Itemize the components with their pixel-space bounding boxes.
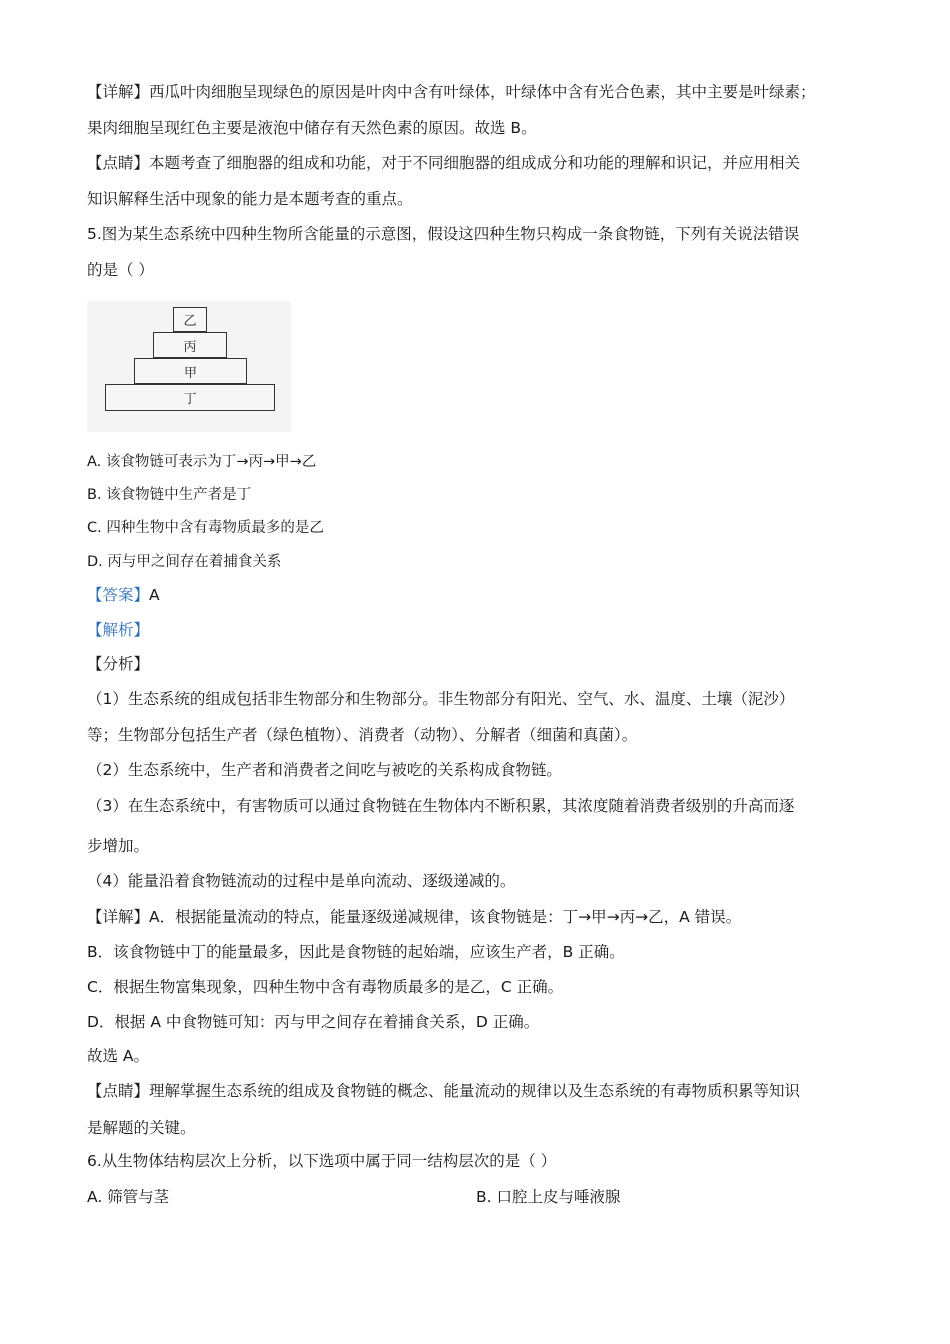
option-a: A. 该食物链可表示为丁→丙→甲→乙: [87, 454, 317, 470]
pyramid-layer-top: 乙: [173, 307, 207, 332]
comment-line: 知识解释生活中现象的能力是本题考查的重点。: [87, 190, 413, 208]
pyramid-layer-base: 丁: [105, 384, 275, 411]
tip-line: 是解题的关键。: [87, 1119, 196, 1137]
comment-line: 【点睛】本题考查了细胞器的组成和功能，对于不同细胞器的组成成分和功能的理解和识记，并应用相关: [87, 154, 801, 172]
answer-line: [87, 585, 160, 605]
analysis-head: 【分析】: [87, 655, 150, 673]
option-d: D. 丙与甲之间存在着捕食关系: [87, 554, 282, 570]
question-6-stem: 6.从生物体结构层次上分析，以下选项中属于同一结构层次的是（ ）: [87, 1152, 557, 1170]
question-5-stem: 的是（ ）: [87, 261, 154, 279]
detail-line: D．根据 A 中食物链可知：丙与甲之间存在着捕食关系，D 正确。: [87, 1013, 540, 1031]
detail-line: B．该食物链中丁的能量最多，因此是食物链的起始端，应该生产者，B 正确。: [87, 943, 625, 961]
pyramid-layer-second: 丙: [153, 332, 227, 358]
analysis-label: 【解析】: [87, 621, 150, 639]
analysis-line: （3）在生态系统中，有害物质可以通过食物链在生物体内不断积累，其浓度随着消费者级别的升高而逐: [87, 797, 795, 815]
explanation-line: 【详解】西瓜叶肉细胞呈现绿色的原因是叶肉中含有叶绿体，叶绿体中含有光合色素，其中主要是叶绿素；: [87, 83, 816, 101]
detail-line: 【详解】A．根据能量流动的特点，能量逐级递减规律，该食物链是：丁→甲→丙→乙，A 错误。: [87, 908, 742, 926]
analysis-line: （2）生态系统中，生产者和消费者之间吃与被吃的关系构成食物链。: [87, 761, 562, 779]
analysis-line: 等；生物部分包括生产者（绿色植物）、消费者（动物）、分解者（细菌和真菌）。: [87, 726, 638, 744]
option-c: C. 四种生物中含有毒物质最多的是乙: [87, 520, 324, 536]
q6-option-a: A. 筛管与茎: [87, 1188, 170, 1206]
analysis-line: 步增加。: [87, 837, 150, 855]
pyramid-layer-third: 甲: [134, 358, 247, 384]
q6-option-b: B. 口腔上皮与唾液腺: [476, 1188, 621, 1206]
option-b: B. 该食物链中生产者是丁: [87, 487, 252, 503]
analysis-line: （1）生态系统的组成包括非生物部分和生物部分。非生物部分有阳光、空气、水、温度、土壤（泥沙）: [87, 690, 795, 708]
detail-line: 故选 A。: [87, 1047, 150, 1065]
answer-label: 【答案】: [87, 586, 150, 604]
energy-pyramid-figure: [87, 301, 291, 432]
explanation-line: 果肉细胞呈现红色主要是液泡中储存有天然色素的原因。故选 B。: [87, 119, 537, 137]
answer-value: A: [149, 586, 160, 604]
analysis-line: （4）能量沿着食物链流动的过程中是单向流动、逐级递减的。: [87, 872, 516, 890]
detail-line: C．根据生物富集现象，四种生物中含有毒物质最多的是乙，C 正确。: [87, 978, 564, 996]
tip-line: 【点睛】理解掌握生态系统的组成及食物链的概念、能量流动的规律以及生态系统的有毒物质积累等知识: [87, 1082, 801, 1100]
question-5-stem: 5.图为某生态系统中四种生物所含能量的示意图，假设这四种生物只构成一条食物链，下列有关说法错误: [87, 225, 800, 243]
